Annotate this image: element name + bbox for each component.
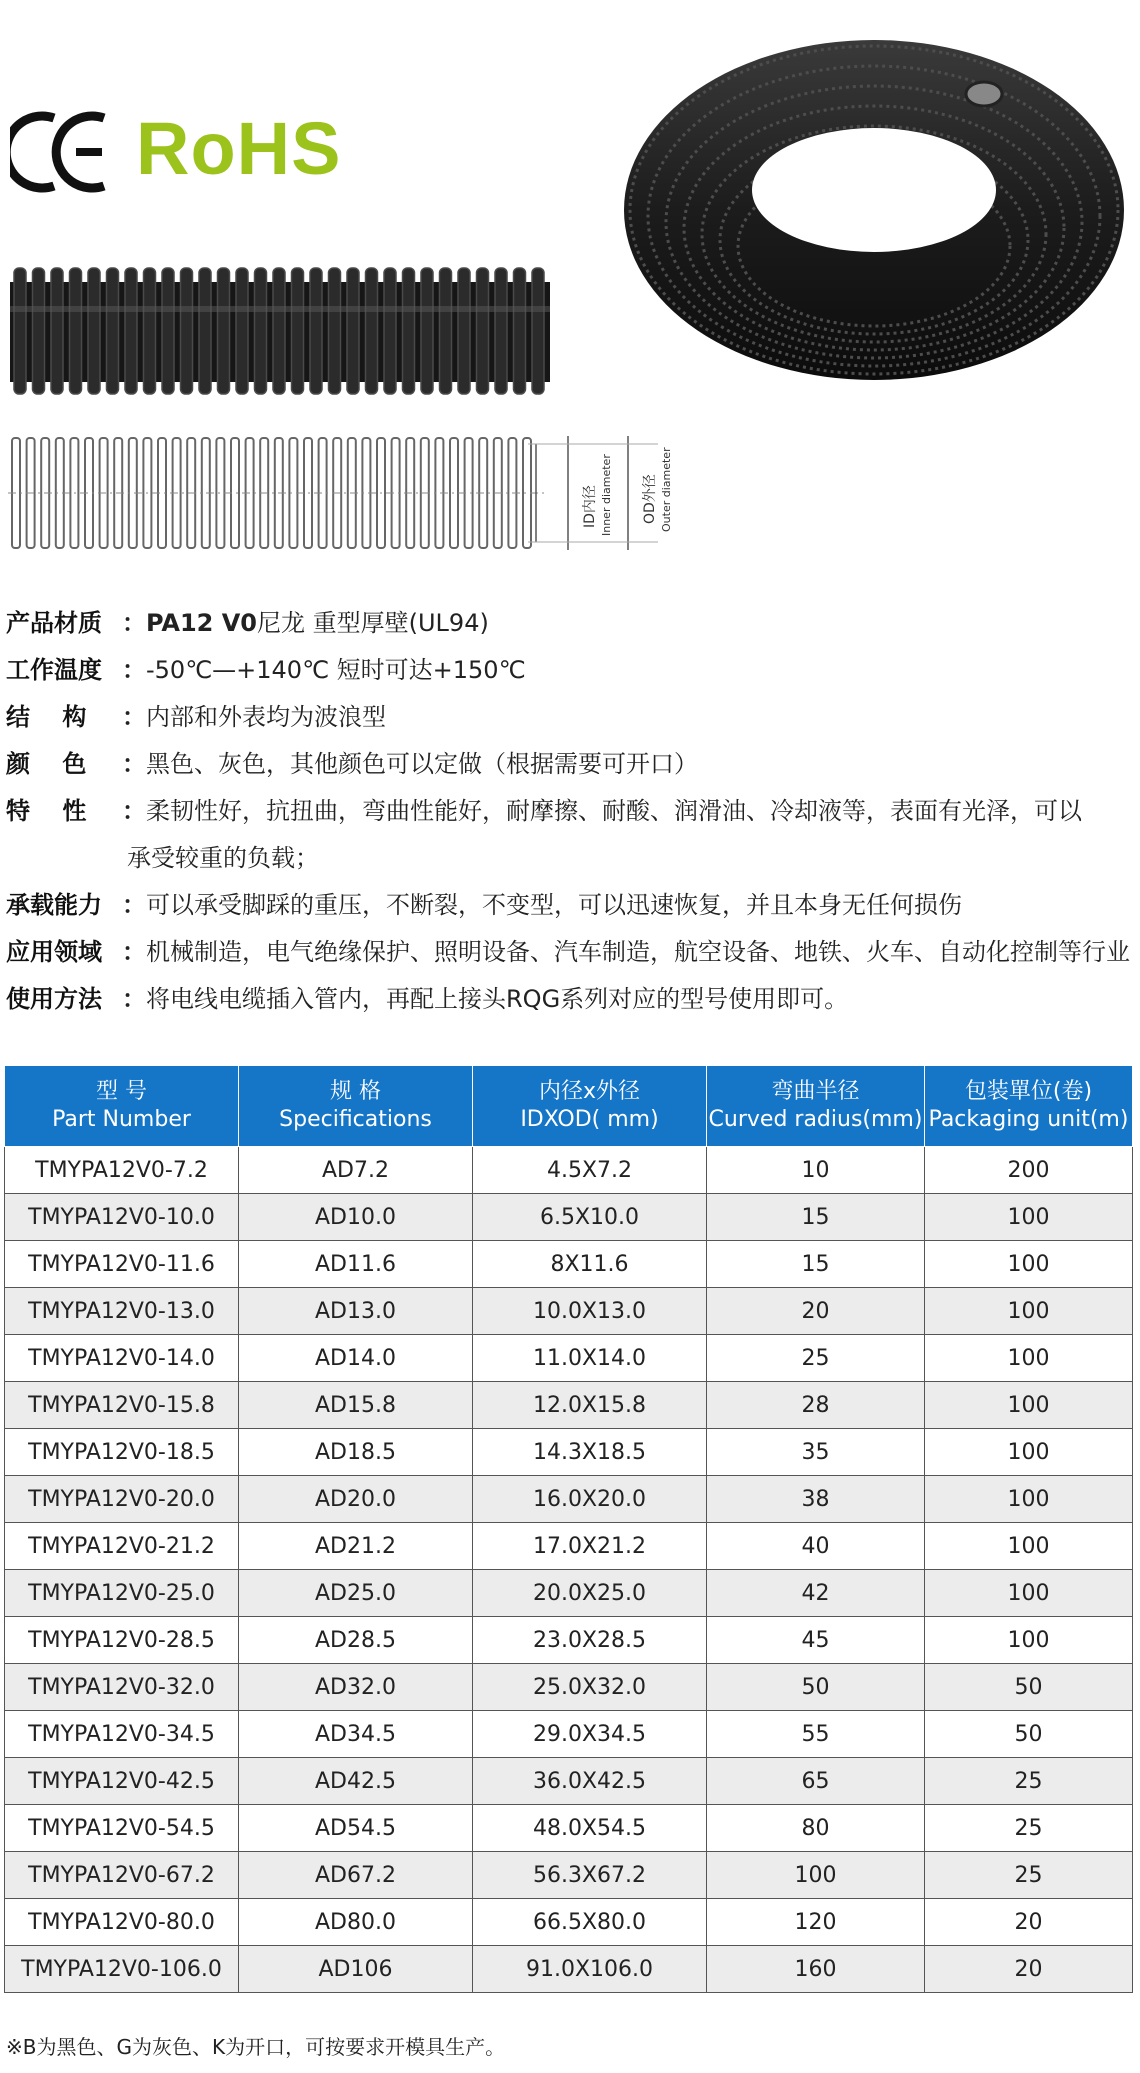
cell-curved-radius: 45 (707, 1617, 925, 1664)
header-id-od: 内径x外径 IDXOD( mm) (473, 1066, 707, 1147)
cell-curved-radius: 160 (707, 1946, 925, 1993)
cell-curved-radius: 20 (707, 1288, 925, 1335)
cell-part-number: TMYPA12V0-80.0 (5, 1899, 239, 1946)
cell-specification: AD20.0 (239, 1476, 473, 1523)
cell-packaging-unit: 100 (925, 1476, 1133, 1523)
conduit-coil-image (612, 20, 1134, 400)
cell-packaging-unit: 100 (925, 1241, 1133, 1288)
ce-mark-logo (10, 110, 110, 194)
spec-value-bold: PA12 V0 (146, 609, 257, 637)
spec-value: 柔韧性好，抗扭曲，弯曲性能好，耐摩擦、耐酸、润滑油、冷却液等，表面有光泽，可以 (146, 797, 1082, 825)
cell-packaging-unit: 200 (925, 1147, 1133, 1194)
cell-id-od: 16.0X20.0 (473, 1476, 707, 1523)
cell-specification: AD11.6 (239, 1241, 473, 1288)
table-row (5, 1758, 1133, 1805)
cell-part-number: TMYPA12V0-67.2 (5, 1852, 239, 1899)
header-part-number: 型 号 Part Number (5, 1066, 239, 1147)
cell-packaging-unit: 20 (925, 1946, 1133, 1993)
cell-specification: AD14.0 (239, 1335, 473, 1382)
cell-id-od: 23.0X28.5 (473, 1617, 707, 1664)
spec-key: 特 性 (6, 797, 99, 825)
table-row (5, 1946, 1133, 1993)
spec-material (6, 608, 1136, 638)
cell-id-od: 48.0X54.5 (473, 1805, 707, 1852)
spec-value: -50℃—+140℃ 短时可达+150℃ (146, 656, 526, 684)
spec-colon: ： (122, 985, 146, 1013)
spec-colon: ： (122, 891, 146, 919)
cell-packaging-unit: 25 (925, 1852, 1133, 1899)
cell-curved-radius: 10 (707, 1147, 925, 1194)
cell-curved-radius: 100 (707, 1852, 925, 1899)
spec-colon: ： (122, 656, 146, 684)
drawing-label-id-cn: ID内径 (582, 485, 598, 528)
spec-key: 产品材质 (6, 609, 102, 637)
cell-curved-radius: 120 (707, 1899, 925, 1946)
cell-id-od: 14.3X18.5 (473, 1429, 707, 1476)
table-row (5, 1429, 1133, 1476)
table-row (5, 1805, 1133, 1852)
cell-id-od: 12.0X15.8 (473, 1382, 707, 1429)
cell-specification: AD80.0 (239, 1899, 473, 1946)
cell-curved-radius: 35 (707, 1429, 925, 1476)
cell-packaging-unit: 100 (925, 1288, 1133, 1335)
cell-part-number: TMYPA12V0-42.5 (5, 1758, 239, 1805)
table-row (5, 1711, 1133, 1758)
cell-specification: AD7.2 (239, 1147, 473, 1194)
spec-value: 将电线电缆插入管内，再配上接头RQG系列对应的型号使用即可。 (146, 985, 849, 1013)
cell-part-number: TMYPA12V0-20.0 (5, 1476, 239, 1523)
cell-id-od: 8X11.6 (473, 1241, 707, 1288)
spec-temperature (6, 655, 1136, 685)
spec-colon: ： (122, 938, 146, 966)
header-curved-radius: 弯曲半径 Curved radius(mm) (707, 1066, 925, 1147)
cell-packaging-unit: 100 (925, 1429, 1133, 1476)
cell-specification: AD67.2 (239, 1852, 473, 1899)
drawing-label-od-cn: OD外径 (642, 474, 658, 524)
cell-specification: AD106 (239, 1946, 473, 1993)
cell-part-number: TMYPA12V0-25.0 (5, 1570, 239, 1617)
spec-properties (6, 796, 1136, 826)
specification-table (4, 1065, 1133, 1993)
cell-packaging-unit: 100 (925, 1570, 1133, 1617)
table-row (5, 1194, 1133, 1241)
cell-part-number: TMYPA12V0-21.2 (5, 1523, 239, 1570)
spec-colon: ： (122, 703, 146, 731)
cell-curved-radius: 50 (707, 1664, 925, 1711)
spec-properties-continuation: 承受较重的负载； (127, 844, 319, 872)
cell-specification: AD13.0 (239, 1288, 473, 1335)
table-row (5, 1147, 1133, 1194)
cell-part-number: TMYPA12V0-14.0 (5, 1335, 239, 1382)
cell-packaging-unit: 25 (925, 1758, 1133, 1805)
cell-packaging-unit: 100 (925, 1194, 1133, 1241)
cell-specification: AD32.0 (239, 1664, 473, 1711)
table-row (5, 1241, 1133, 1288)
cell-id-od: 66.5X80.0 (473, 1899, 707, 1946)
header-specifications: 规 格 Specifications (239, 1066, 473, 1147)
cell-part-number: TMYPA12V0-106.0 (5, 1946, 239, 1993)
cell-part-number: TMYPA12V0-13.0 (5, 1288, 239, 1335)
table-row (5, 1288, 1133, 1335)
cell-curved-radius: 55 (707, 1711, 925, 1758)
spec-colon: ： (122, 609, 146, 637)
table-row (5, 1382, 1133, 1429)
spec-usage (6, 984, 1136, 1014)
spec-value: 内部和外表均为波浪型 (146, 703, 386, 731)
cell-packaging-unit: 100 (925, 1335, 1133, 1382)
cell-part-number: TMYPA12V0-15.8 (5, 1382, 239, 1429)
cell-specification: AD18.5 (239, 1429, 473, 1476)
cell-part-number: TMYPA12V0-18.5 (5, 1429, 239, 1476)
drawing-label-od-en: Outer diameter (660, 447, 673, 532)
cell-specification: AD21.2 (239, 1523, 473, 1570)
spec-key: 应用领域 (6, 938, 102, 966)
spec-key: 颜 色 (6, 750, 99, 778)
rohs-logo: RoHS (136, 107, 342, 190)
table-body (5, 1147, 1133, 1993)
table-row (5, 1335, 1133, 1382)
cell-specification: AD34.5 (239, 1711, 473, 1758)
cell-packaging-unit: 25 (925, 1805, 1133, 1852)
header-packaging-unit: 包装單位(卷) Packaging unit(m) (925, 1066, 1133, 1147)
spec-value: 黑色、灰色，其他颜色可以定做（根据需要可开口） (146, 750, 698, 778)
cell-id-od: 6.5X10.0 (473, 1194, 707, 1241)
cell-curved-radius: 38 (707, 1476, 925, 1523)
cell-packaging-unit: 20 (925, 1899, 1133, 1946)
cell-id-od: 29.0X34.5 (473, 1711, 707, 1758)
spec-color (6, 749, 1136, 779)
spec-load-capacity (6, 890, 1136, 920)
cell-curved-radius: 28 (707, 1382, 925, 1429)
table-row (5, 1523, 1133, 1570)
cell-part-number: TMYPA12V0-11.6 (5, 1241, 239, 1288)
cell-specification: AD10.0 (239, 1194, 473, 1241)
spec-colon: ： (122, 750, 146, 778)
cell-id-od: 4.5X7.2 (473, 1147, 707, 1194)
spec-value: 尼龙 重型厚壁(UL94) (257, 609, 489, 637)
cell-part-number: TMYPA12V0-7.2 (5, 1147, 239, 1194)
spec-structure (6, 702, 1136, 732)
cell-part-number: TMYPA12V0-34.5 (5, 1711, 239, 1758)
table-header-row (5, 1066, 1133, 1147)
table-row (5, 1617, 1133, 1664)
spec-colon: ： (122, 797, 146, 825)
spec-key: 结 构 (6, 703, 99, 731)
cell-curved-radius: 25 (707, 1335, 925, 1382)
drawing-label-id-en: Inner diameter (600, 454, 613, 536)
cell-specification: AD15.8 (239, 1382, 473, 1429)
table-row (5, 1476, 1133, 1523)
footnote: ※B为黑色、G为灰色、K为开口，可按要求开模具生产。 (6, 2035, 506, 2059)
spec-key: 承载能力 (6, 891, 102, 919)
cell-id-od: 91.0X106.0 (473, 1946, 707, 1993)
cell-packaging-unit: 50 (925, 1664, 1133, 1711)
cell-curved-radius: 80 (707, 1805, 925, 1852)
cell-id-od: 36.0X42.5 (473, 1758, 707, 1805)
cell-curved-radius: 42 (707, 1570, 925, 1617)
cell-id-od: 17.0X21.2 (473, 1523, 707, 1570)
cell-id-od: 25.0X32.0 (473, 1664, 707, 1711)
table-row (5, 1852, 1133, 1899)
cell-curved-radius: 65 (707, 1758, 925, 1805)
table-row (5, 1570, 1133, 1617)
cell-curved-radius: 15 (707, 1241, 925, 1288)
cell-id-od: 11.0X14.0 (473, 1335, 707, 1382)
cell-part-number: TMYPA12V0-32.0 (5, 1664, 239, 1711)
cell-specification: AD25.0 (239, 1570, 473, 1617)
cell-part-number: TMYPA12V0-54.5 (5, 1805, 239, 1852)
spec-value: 机械制造，电气绝缘保护、照明设备、汽车制造，航空设备、地铁、火车、自动化控制等行业 (146, 938, 1130, 966)
table-row (5, 1664, 1133, 1711)
cell-curved-radius: 40 (707, 1523, 925, 1570)
cell-specification: AD28.5 (239, 1617, 473, 1664)
spec-key: 使用方法 (6, 985, 102, 1013)
cell-packaging-unit: 100 (925, 1523, 1133, 1570)
table-row (5, 1899, 1133, 1946)
cell-specification: AD42.5 (239, 1758, 473, 1805)
cell-curved-radius: 15 (707, 1194, 925, 1241)
cell-packaging-unit: 100 (925, 1617, 1133, 1664)
spec-application (6, 937, 1136, 967)
cell-specification: AD54.5 (239, 1805, 473, 1852)
cell-packaging-unit: 50 (925, 1711, 1133, 1758)
cell-part-number: TMYPA12V0-10.0 (5, 1194, 239, 1241)
cell-id-od: 20.0X25.0 (473, 1570, 707, 1617)
spec-key: 工作温度 (6, 656, 102, 684)
cell-packaging-unit: 100 (925, 1382, 1133, 1429)
cell-id-od: 56.3X67.2 (473, 1852, 707, 1899)
conduit-side-image (10, 262, 550, 400)
cell-part-number: TMYPA12V0-28.5 (5, 1617, 239, 1664)
cell-id-od: 10.0X13.0 (473, 1288, 707, 1335)
spec-value: 可以承受脚踩的重压，不断裂，不变型，可以迅速恢复，并且本身无任何损伤 (146, 891, 962, 919)
conduit-technical-drawing (8, 428, 688, 558)
